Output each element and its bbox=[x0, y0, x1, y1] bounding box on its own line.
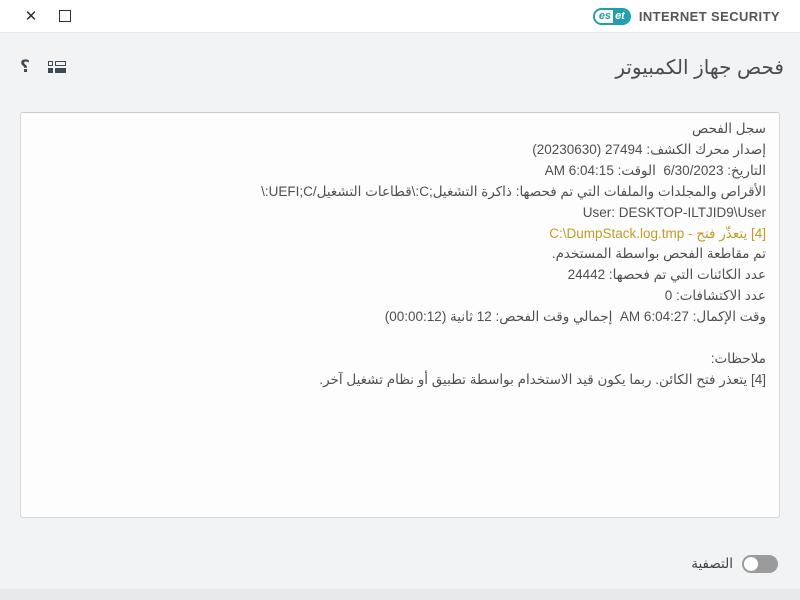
maximize-button[interactable] bbox=[56, 7, 74, 25]
log-line-scanned-targets: الأقراص والمجلدات والملفات التي تم فحصها: ذاكرة التشغيل;C:\قطاعات التشغيل/UEFI;C:\ bbox=[261, 183, 766, 199]
brand bbox=[593, 8, 800, 25]
maximize-icon bbox=[59, 10, 71, 22]
log-line-detections: عدد الاكتشافات: 0 bbox=[664, 288, 766, 304]
log-line-title: سجل الفحص bbox=[692, 121, 766, 136]
log-line-note-4: [4] يتعذر فتح الكائن. ربما يكون قيد الاستخدام بواسطة تطبيق أو نظام تشغيل آخر. bbox=[319, 371, 766, 387]
log-line-notes-header: ملاحظات: bbox=[710, 350, 766, 366]
close-button[interactable] bbox=[22, 7, 40, 25]
bottom-strip bbox=[0, 589, 800, 600]
log-line-user: User: DESKTOP-ILTJID9\User bbox=[582, 204, 766, 220]
log-list-icon bbox=[48, 61, 66, 73]
log-line-interrupted: تم مقاطعة الفحص بواسطة المستخدم. bbox=[551, 246, 766, 262]
log-line-blank bbox=[34, 328, 766, 349]
filter-toggle-knob bbox=[744, 557, 758, 571]
window-controls bbox=[0, 7, 74, 25]
log-line-date-time: التاريخ: 6/30/2023 الوقت: 6:04:15 AM bbox=[544, 162, 766, 178]
help-button[interactable] bbox=[20, 56, 30, 78]
titlebar bbox=[0, 0, 800, 33]
help-icon: ؟ bbox=[20, 57, 30, 76]
eset-logo-left: es bbox=[595, 10, 613, 23]
log-line-engine-version: إصدار محرك الكشف: 27494 (20230630) bbox=[532, 141, 766, 157]
scan-log-panel bbox=[20, 112, 780, 518]
header-icons bbox=[0, 56, 66, 78]
close-icon: ✕ bbox=[24, 7, 38, 25]
eset-logo-icon bbox=[593, 8, 631, 25]
log-line-warning-dumpstack: [4] يتعذّر فتح - C:\DumpStack.log.tmp bbox=[549, 225, 766, 241]
log-list-button[interactable] bbox=[48, 56, 66, 78]
page-title: فحص جهاز الكمبيوتر bbox=[615, 56, 784, 79]
eset-logo-right: et bbox=[613, 10, 629, 23]
product-name: INTERNET SECURITY bbox=[638, 8, 780, 24]
filter-label: التصفية bbox=[691, 556, 733, 571]
filter-toggle[interactable] bbox=[742, 555, 778, 573]
page-header bbox=[0, 34, 800, 100]
filter-row bbox=[691, 552, 778, 576]
log-line-completion-time: وقت الإكمال: 6:04:27 AM إجمالي وقت الفحص: 12 ثانية (00:00:12) bbox=[384, 309, 766, 325]
log-line-scanned-objects: عدد الكائنات التي تم فحصها: 24442 bbox=[567, 267, 766, 283]
